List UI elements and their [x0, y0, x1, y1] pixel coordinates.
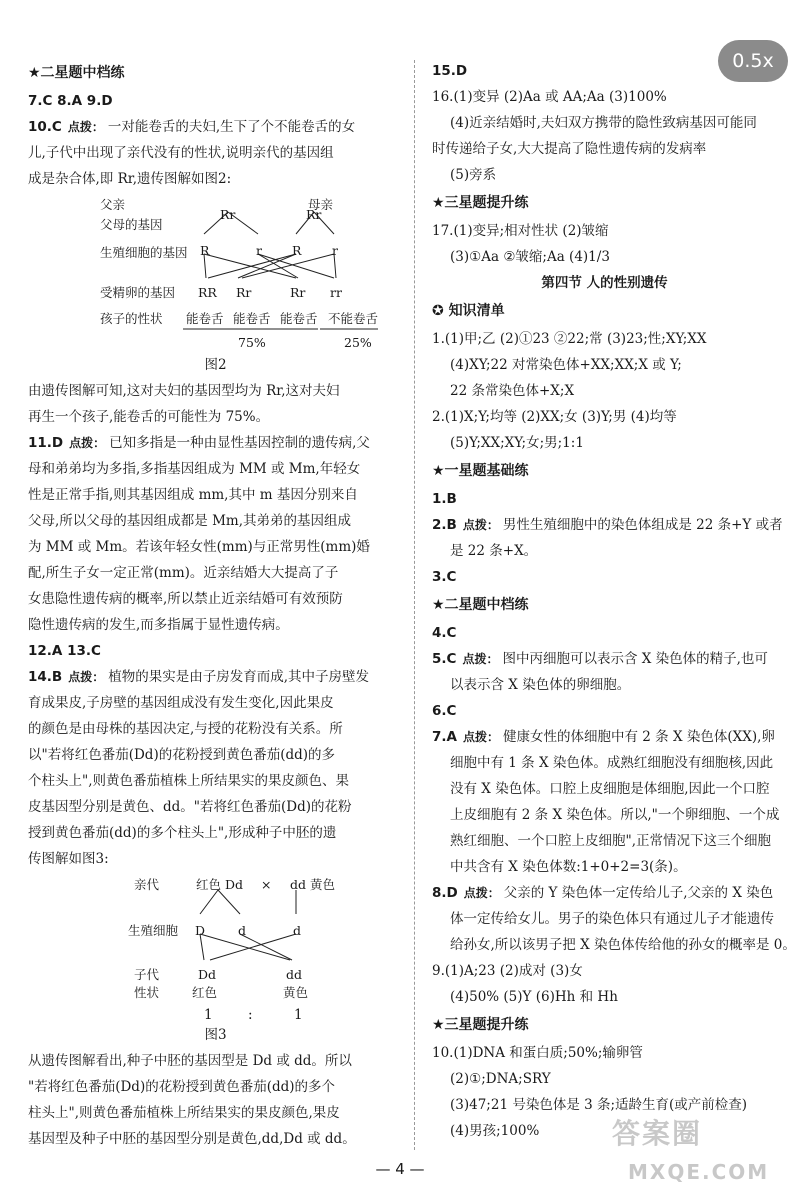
phenotype: 能卷舌	[186, 311, 224, 326]
q14-number: 14.B	[28, 669, 63, 685]
parent-red: 红色 Dd	[196, 877, 243, 892]
q14-conclusion-line: 从遗传图解看出,种子中胚的基因型是 Dd 或 dd。所以	[28, 1053, 352, 1069]
gene-mother: Rr	[306, 207, 322, 222]
label-gametes: 生殖细胞	[128, 923, 179, 938]
q11-text-line: 母和弟弟均为多指,多指基因组成为 MM 或 Mm,年轻女	[28, 461, 361, 477]
gamete: D	[195, 923, 206, 938]
answer-b1: 1.B	[432, 491, 457, 507]
m7-text: 健康女性的体细胞中有 2 条 X 染色体(XX),卵	[503, 729, 775, 745]
gamete: d	[293, 923, 302, 938]
section-title: 第四节 人的性别遗传	[541, 275, 668, 291]
gamete: r	[256, 243, 262, 258]
hint-label: 点拨：	[462, 730, 499, 744]
m7-text-line: 上皮细胞有 2 条 X 染色体。所以,"一个卵细胞、一个成	[450, 807, 780, 823]
q14-text-line: 个柱头上",则黄色番茄植株上所结果实的果皮颜色、果	[28, 773, 350, 789]
offspring: dd	[286, 967, 303, 982]
m9-line: (4)50% (5)Y (6)Hh 和 Hh	[450, 989, 618, 1005]
q11-text: 已知多指是一种由显性基因控制的遗传病,父	[109, 435, 370, 451]
b2-number: 2.B	[432, 517, 457, 533]
label-child-trait: 孩子的性状	[100, 311, 163, 326]
m8-text-line: 体一定传给女儿。男子的染色体只有通过儿子才能遗传	[450, 911, 774, 927]
figure-2-diagram	[28, 192, 403, 352]
m8-text: 父亲的 Y 染色体一定传给儿子,父亲的 X 染色	[503, 885, 774, 901]
q14-line	[28, 664, 403, 690]
label-mother: 母亲	[308, 197, 334, 212]
answers-7-9: 7.C 8.A 9.D	[28, 93, 113, 109]
zoom-badge[interactable]: 0.5x	[718, 40, 788, 82]
hint-label: 点拨：	[462, 518, 499, 532]
m5-number: 5.C	[432, 651, 457, 667]
t10-line: (4)男孩;100%	[450, 1123, 540, 1139]
figure-3-caption: 图3	[204, 1027, 227, 1043]
phenotype: 能卷舌	[233, 311, 271, 326]
gamete: r	[332, 243, 338, 258]
m7-number: 7.A	[432, 729, 457, 745]
q11-text-line: 性是正常手指,则其基因组成 mm,其中 m 基因分别来自	[28, 487, 358, 503]
q14-text-line: 育成果皮,子房壁的基因组成没有发生变化,因此果皮	[28, 695, 334, 711]
k2-line: 2.(1)X;Y;均等 (2)XX;女 (3)Y;男 (4)均等	[432, 409, 677, 425]
m7-text-line: 没有 X 染色体。口腔上皮细胞是体细胞,因此一个口腔	[450, 781, 770, 797]
trait-yellow: 黄色	[283, 985, 309, 1000]
ratio-num: 1	[204, 1007, 213, 1023]
left-column	[28, 58, 403, 1152]
b2-text-line: 是 22 条+X。	[450, 543, 538, 559]
q11-text-line: 配,所生子女一定正常(mm)。近亲结婚大大提高了子	[28, 565, 339, 581]
ratio-num: 1	[294, 1007, 303, 1023]
phenotype: 不能卷舌	[328, 311, 379, 326]
gamete: d	[238, 923, 247, 938]
zygote: RR	[198, 285, 217, 300]
answers-12-13: 12.A 13.C	[28, 643, 101, 659]
m7-line	[432, 724, 777, 750]
trait-red: 红色	[192, 985, 218, 1000]
q16-line: (4)近亲结婚时,夫妇双方携带的隐性致病基因可能同	[450, 115, 757, 131]
page-number: — 4 —	[375, 1160, 425, 1178]
answer-15: 15.D	[432, 63, 468, 79]
m8-line	[432, 880, 777, 906]
q10-conclusion-line: 再生一个孩子,能卷舌的可能性为 75%。	[28, 409, 270, 425]
q16-line: 16.(1)变异 (2)Aa 或 AA;Aa (3)100%	[432, 89, 667, 105]
parent-yellow: dd 黄色	[290, 877, 335, 892]
b2-line	[432, 512, 783, 538]
gamete: R	[292, 243, 302, 258]
m8-text-line: 给孙女,所以该男子把 X 染色体传给他的孙女的概率是 0。	[450, 937, 796, 953]
m7-text-line: 中共含有 X 染色体数:1+0+2=3(条)。	[450, 859, 687, 875]
k2-line: (5)Y;XX;XY;女;男;1:1	[450, 435, 584, 451]
m8-number: 8.D	[432, 885, 458, 901]
hint-label: 点拨：	[463, 886, 500, 900]
figure-2-caption: 图2	[204, 357, 227, 373]
label-parents: 亲代	[134, 877, 160, 892]
gene-father: Rr	[220, 207, 236, 222]
figure-3-diagram	[28, 872, 403, 1002]
q10-text-line: 儿,子代中出现了亲代没有的性状,说明亲代的基因组	[28, 145, 334, 161]
k1-line: 1.(1)甲;乙 (2)①23 ②22;常 (3)23;性;XY;XX	[432, 331, 707, 347]
q17-line: 17.(1)变异;相对性状 (2)皱缩	[432, 223, 609, 239]
hint-label: 点拨：	[462, 652, 499, 666]
section-heading-basic: ★一星题基础练	[432, 463, 529, 479]
m7-text-line: 细胞中有 1 条 X 染色体。成熟红细胞没有细胞核,因此	[450, 755, 774, 771]
answer-m6: 6.C	[432, 703, 457, 719]
zygote: Rr	[236, 285, 252, 300]
label-parent-genes: 父母的基因	[100, 217, 163, 232]
knowledge-icon: ✪	[432, 303, 449, 319]
zygote: rr	[330, 285, 342, 300]
knowledge-label: 知识清单	[448, 303, 505, 319]
m9-line: 9.(1)A;23 (2)成对 (3)女	[432, 963, 583, 979]
section-heading-medium: ★二星题中档练	[432, 597, 529, 613]
q14-conclusion-line: 基因型及种子中胚的基因型分别是黄色,dd,Dd 或 dd。	[28, 1131, 356, 1147]
b2-text: 男性生殖细胞中的染色体组成是 22 条+Y 或者	[502, 517, 783, 533]
m5-text: 图中丙细胞可以表示含 X 染色体的精子,也可	[502, 651, 768, 667]
label-offspring: 子代	[134, 967, 160, 982]
q10-number: 10.C	[28, 119, 62, 135]
section-heading-medium: ★二星题中档练	[28, 65, 125, 81]
q14-text: 植物的果实是由子房发育而成,其中子房壁发	[108, 669, 370, 685]
section-heading-advanced: ★三星题提升练	[432, 195, 529, 211]
phenotype: 能卷舌	[280, 311, 318, 326]
label-father: 父亲	[100, 197, 126, 212]
gamete: R	[200, 243, 210, 258]
q14-text-line: 授到黄色番茄(dd)的多个柱头上",形成种子中胚的遗	[28, 825, 337, 841]
q14-conclusion-line: "若将红色番茄(Dd)的花粉授到黄色番茄(dd)的多个	[28, 1079, 336, 1095]
q17-line: (3)①Aa ②皱缩;Aa (4)1/3	[450, 249, 610, 265]
answer-m4: 4.C	[432, 625, 457, 641]
watermark-url: MXQE.COM	[628, 1160, 770, 1184]
q11-text-line: 为 MM 或 Mm。若该年轻女性(mm)与正常男性(mm)婚	[28, 539, 370, 555]
right-column	[432, 58, 796, 1144]
label-gamete-genes: 生殖细胞的基因	[100, 245, 188, 260]
hint-label: 点拨：	[67, 120, 104, 134]
offspring: Dd	[198, 967, 217, 982]
q10-conclusion-line: 由遗传图解可知,这对夫妇的基因型均为 Rr,这对夫妇	[28, 383, 340, 399]
q10-line	[28, 114, 403, 140]
column-divider	[414, 60, 415, 1150]
cross-symbol: ×	[261, 877, 272, 892]
q16-line: (5)旁系	[450, 167, 497, 183]
ratio-75: 75%	[238, 335, 266, 350]
q10-text: 一对能卷舌的夫妇,生下了个不能卷舌的女	[107, 119, 356, 135]
knowledge-list-heading	[432, 296, 777, 326]
ratio-colon: :	[248, 1007, 253, 1023]
q11-number: 11.D	[28, 435, 64, 451]
q14-text-line: 以"若将红色番茄(Dd)的花粉授到黄色番茄(dd)的多	[28, 747, 336, 763]
q14-text-line: 的颜色是由母株的基因决定,与授的花粉没有关系。所	[28, 721, 343, 737]
q14-text-line: 传图解如图3:	[28, 851, 109, 867]
answer-b3: 3.C	[432, 569, 457, 585]
q11-text-line: 父母,所以父母的基因组成都是 Mm,其弟弟的基因组成	[28, 513, 351, 529]
q14-text-line: 皮基因型分别是黄色、dd。"若将红色番茄(Dd)的花粉	[28, 799, 352, 815]
t10-line: (2)①;DNA;SRY	[450, 1071, 551, 1087]
t10-line: (3)47;21 号染色体是 3 条;适龄生育(或产前检查)	[450, 1097, 748, 1113]
hint-label: 点拨：	[69, 436, 106, 450]
k1-line: 22 条常染色体+X;X	[450, 383, 575, 399]
q11-line	[28, 430, 403, 456]
m5-line	[432, 646, 777, 672]
watermark-logo: 答案圈	[612, 1117, 703, 1150]
m5-text-line: 以表示含 X 染色体的卵细胞。	[450, 677, 631, 693]
q16-line: 时传递给子女,大大提高了隐性遗传病的发病率	[432, 141, 707, 157]
q11-text-line: 隐性遗传病的发生,而多指属于显性遗传病。	[28, 617, 289, 633]
ratio-25: 25%	[344, 335, 372, 350]
t10-line: 10.(1)DNA 和蛋白质;50%;输卵管	[432, 1045, 643, 1061]
zygote: Rr	[290, 285, 306, 300]
label-trait: 性状	[134, 985, 160, 1000]
section-heading-advanced: ★三星题提升练	[432, 1017, 529, 1033]
k1-line: (4)XY;22 对常染色体+XX;XX;X 或 Y;	[450, 357, 682, 373]
label-zygote-genes: 受精卵的基因	[100, 285, 176, 300]
q14-conclusion-line: 柱头上",则黄色番茄植株上所结果实的果皮颜色,果皮	[28, 1105, 340, 1121]
m7-text-line: 熟红细胞、一个口腔上皮细胞",正常情况下这三个细胞	[450, 833, 772, 849]
hint-label: 点拨：	[68, 670, 105, 684]
q10-text-line: 成是杂合体,即 Rr,遗传图解如图2:	[28, 171, 232, 187]
q11-text-line: 女患隐性遗传病的概率,所以禁止近亲结婚可有效预防	[28, 591, 343, 607]
figure-3-ratio	[28, 1002, 403, 1022]
